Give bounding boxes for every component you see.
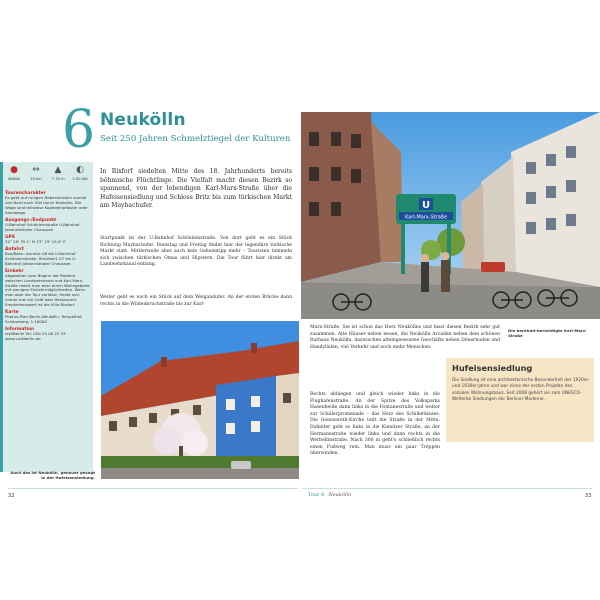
sidebar-heading: Anfahrt [5, 246, 24, 252]
body-paragraph: Marx-Straße. Sie ist schon das Herz Neuköllns und fasst diesen Bezirk sehr gut zusammen. Alte Häuser neben neuen, die Neukölln Arcaden neben dem schönen Rathaus Neukölln, dazwischen alteingesessene Geschäfte neben Dönerbuden und Handyläden, viel Verkehr und noch mehr Menschen. [310, 325, 500, 350]
tour-stats [4, 163, 92, 189]
body-paragraph: Rechts abbiegen und gleich wieder links in die Flughafenstraße. An der Spitze des Volksparks Hasenheide dann links in die Fontanestraße und weiter zur Schillerpromenade – das Herz des Schillerkiezes. Die Genezareth-Kirche teilt die Straße in der Mitte. Dahinter geht es links in die Kienitzer Straße, an der Hermannstraße wieder links und dann rechts in die Werbellinstraße. Nach 300 m geht's schließlich rechts einen Fußweg rein. Man muss ein paar Treppen überwinden. [310, 392, 440, 457]
page-title: Neukölln [100, 110, 186, 130]
stat-elevation [48, 163, 68, 181]
photo-hufeisensiedlung [101, 321, 299, 479]
sidebar-heading: GPS [5, 234, 15, 240]
sidebar-section [5, 327, 91, 342]
photo-karl-marx-strasse [301, 112, 600, 319]
footer-divider [302, 488, 592, 489]
sidebar-section [5, 235, 91, 245]
photo-caption: Die berühmt-berüchtigte Karl-Marx-Straße [508, 328, 588, 338]
sidebar-text: visitBerlin Tel. 030-25 00 23 33 www.visitberlin.de [5, 330, 66, 341]
sidebar-accent-stripe [0, 162, 3, 472]
intro-paragraph: In Rixforf siedelten Mitte des 18. Jahrhunderts bereits böhmische Flüchtlinge. Die Vielfalt macht diesen Bezirk so spannend, von der lebendigen Karl-Marx-Straße über die Hufeisensiedlung und Schloss Britz bis zum türkischen Markt am Maybachufer. [100, 168, 292, 210]
sidebar-heading: Tourencharakter [5, 191, 46, 196]
stat-label: 1:30 Std [72, 177, 88, 181]
sidebar-heading: Information [5, 326, 35, 332]
sidebar-text: Abgesehen vom Beginn der Radtour zwischen Landwehrkanal und Karl-Marx-Straße radelt man eher durch Wohngebiete mit wenigen Einkehrmöglichkeiten. Wenn man aber die Tour verlässt, findet sich immer mal ein Café oder Restaurant. Empfehlenswert ist die Villa Rixdorf. [5, 273, 90, 307]
ubahn-sign-text: Karl-Marx-Straße [404, 214, 448, 221]
sidebar-text: Bus/Bahn: Anreise U8 bis U-Bahnhof Schönleinstraße. Rückfahrt U7 bis U-Bahnhof Johannisthaler Chaussee. [5, 251, 77, 266]
body-paragraph: Weiter geht es noch ein Stück auf dem Weigandufer. An der ersten Brücke dann rechts in die Wildenbruchstraße bis zur Karl- [100, 295, 292, 307]
stat-time [70, 163, 90, 181]
footer-tour-name: Neukölln [328, 492, 352, 498]
footer-divider [8, 488, 298, 489]
ubahn-sign-letter: U [421, 200, 431, 211]
sidebar-text: Pharus-Plan Berlin-Neukölln, Tempelhof-Schöneberg, 1:16000 [5, 313, 83, 324]
stat-duration [4, 163, 24, 181]
info-box-title: Hufeisensiedlung [452, 363, 533, 373]
info-box-text: Die Siedlung ist eine architektonische Besonderheit der 1920er- und 1930er-Jahre und war eines der ersten Projekte des sozialen Wohnungsbaus. Seit 2008 gehört sie zum UNESCO-Welterbe Siedlungen der Berliner Moderne. [452, 378, 590, 403]
sidebar-text: 52° 29' 35.1" N 13° 25' 19.4" E [5, 239, 66, 244]
sidebar-text: Es geht auf ruhigen Nebenstraßen einmal von Nord nach Süd durch Neukölln. Die Wege sind teilweise Kopfsteinpflaster oder Sandwege. [5, 195, 88, 215]
running-footer [308, 492, 351, 498]
stat-label: Wdfdd [8, 177, 20, 181]
sidebar-section [5, 269, 91, 308]
tour-number: 6 [62, 100, 96, 160]
page-subtitle: Seit 250 Jahren Schmelztiegel der Kulturen [100, 134, 291, 144]
body-paragraph: Startpunkt ist der U-Bahnhof Schönleinstraße. Von dort geht es ein Stück Richtung Maybachufer. Dienstag und Freitag findet hier der legendäre türkische Markt statt. Mittlerweile aber auch kein Geheimtipp mehr – Touristen tummeln sich zwischen türkischen Omas und Hipstern. Die Tour führt hier direkt am Landwehrkanal entlang. [100, 236, 292, 268]
sidebar-section [5, 218, 91, 233]
page-number-left: 32 [8, 493, 15, 499]
sidebar-content [5, 191, 91, 344]
stat-label: 10 km [30, 177, 42, 181]
sidebar-heading: Karte [5, 309, 19, 315]
difficulty-icon: ◐ [76, 165, 84, 175]
page-number-right: 33 [585, 493, 592, 499]
photo-caption: Auch das ist Neukölln, genauer gesagt in der Hufeisensiedlung. [10, 470, 95, 480]
stat-distance [26, 163, 46, 181]
distance-icon: ⇔ [32, 165, 40, 175]
footer-tour-label: Tour 6 [308, 492, 325, 498]
elevation-icon: ▲ [54, 165, 62, 175]
sidebar-section [5, 247, 91, 267]
sidebar-section [5, 310, 91, 325]
sidebar-heading: Einkehr [5, 268, 24, 274]
clock-icon: ● [10, 165, 18, 175]
sidebar-heading: Ausgangs-/Endpunkt [5, 217, 57, 223]
sidebar-text: U-Bahnhof Schönleinstraße U-Bahnhof Johannisthaler Chaussee [5, 222, 80, 232]
sidebar-section [5, 191, 91, 216]
stat-label: ↑ 50 m [51, 177, 65, 181]
